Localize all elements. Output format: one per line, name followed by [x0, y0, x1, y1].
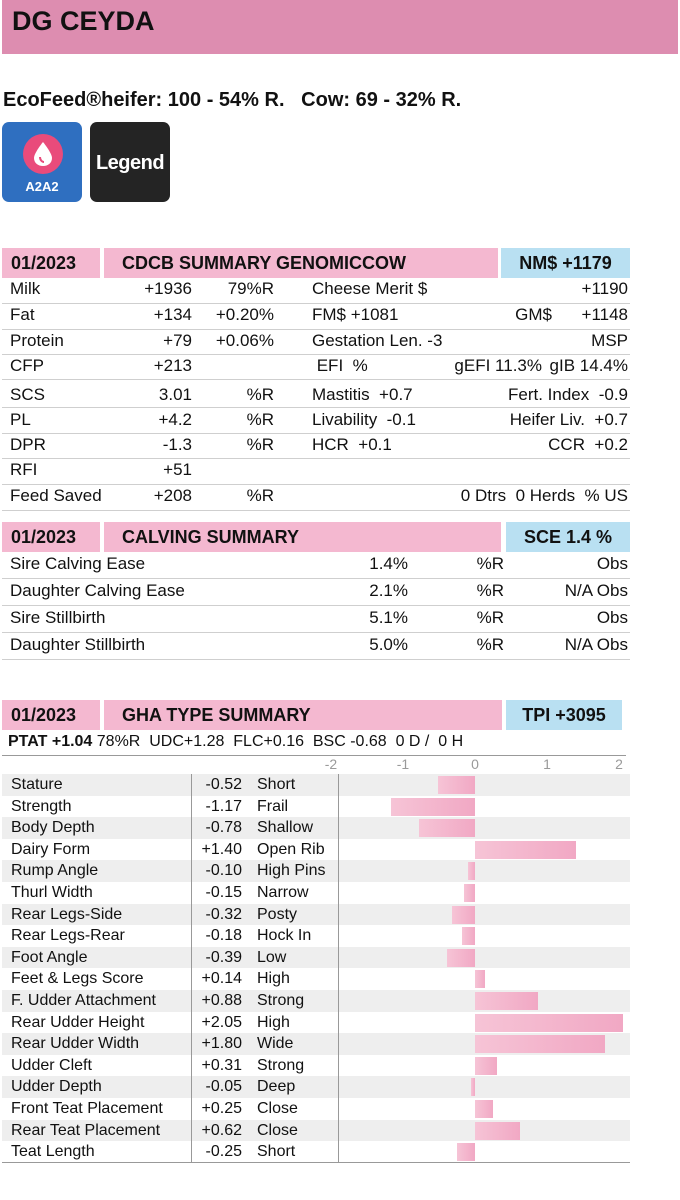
calving-obs: Obs	[596, 554, 628, 573]
type-title: GHA TYPE SUMMARY	[104, 700, 502, 730]
type-bottom-divider	[2, 1162, 630, 1163]
trait-bar	[462, 927, 475, 945]
trait-name: F. Udder Attachment	[11, 992, 156, 1009]
cdcb-extra-value: 0 Dtrs 0 Herds % US	[460, 486, 628, 505]
trait-name: Udder Cleft	[11, 1056, 92, 1074]
calving-rel: %R	[476, 554, 504, 573]
trait-name: Rear Legs-Rear	[11, 927, 125, 945]
trait-name: Body Depth	[11, 819, 95, 837]
calving-value: 1.4%	[369, 554, 408, 573]
a2a2-label: A2A2	[25, 179, 59, 194]
milk-drop-icon	[23, 134, 63, 174]
trait-description: High	[257, 970, 290, 988]
axis-tick-label: 2	[615, 756, 623, 772]
cdcb-extra-value: Heifer Liv. +0.7	[509, 410, 628, 429]
cdcb-extra-mid: gEFI 11.3%	[454, 356, 542, 375]
axis-tick-label: 0	[471, 756, 479, 772]
axis-tick-label: -1	[396, 756, 410, 772]
trait-description: Strong	[257, 992, 305, 1009]
cdcb-extra-label: Gestation Len. -3	[312, 331, 443, 350]
type-trait-row	[2, 1033, 630, 1055]
cdcb-date: 01/2023	[2, 248, 100, 278]
trait-value: -1.17	[205, 797, 242, 815]
trait-value: +0.62	[201, 1121, 242, 1139]
ptat-line	[8, 733, 463, 751]
cdcb-extra-value: MSP	[591, 331, 628, 350]
cdcb-rel: %R	[246, 385, 274, 404]
trait-description: Hock In	[257, 927, 312, 945]
trait-bar	[471, 1078, 475, 1096]
cdcb-row	[2, 408, 630, 434]
trait-description: Short	[257, 1143, 296, 1161]
cdcb-trait: Protein	[10, 331, 64, 350]
calving-rel: %R	[476, 581, 504, 600]
type-trait-row	[2, 947, 630, 969]
trait-value: +0.25	[201, 1100, 242, 1117]
calving-row	[2, 552, 630, 579]
trait-value: -0.05	[205, 1078, 242, 1096]
cdcb-row	[2, 278, 630, 304]
type-trait-row	[2, 925, 630, 947]
calving-obs: Obs	[596, 608, 628, 627]
cdcb-trait: PL	[10, 410, 31, 429]
tpi-score: TPI +3095	[506, 700, 622, 730]
trait-description: Open Rib	[257, 840, 325, 858]
cdcb-extra-value: +1190	[581, 279, 628, 298]
calving-rel: %R	[476, 635, 504, 654]
trait-description: Narrow	[257, 884, 309, 901]
trait-bar	[468, 862, 475, 880]
type-trait-row	[2, 1012, 630, 1034]
cdcb-rel: 79%R	[227, 279, 274, 298]
trait-description: Posty	[257, 905, 298, 923]
cdcb-row	[2, 355, 630, 380]
cdcb-value: +208	[153, 486, 192, 505]
cdcb-rel: %R	[246, 486, 274, 505]
page-header	[2, 0, 678, 54]
type-trait-row	[2, 904, 630, 926]
sce-score: SCE 1.4 %	[506, 522, 630, 552]
cdcb-extra-value: Fert. Index -0.9	[508, 385, 628, 404]
cdcb-value: 3.01	[158, 385, 192, 404]
trait-name: Rear Teat Placement	[11, 1121, 161, 1139]
trait-value: +0.14	[201, 970, 242, 988]
calving-trait: Sire Calving Ease	[10, 554, 146, 573]
cdcb-extra-value: gIB 14.4%	[549, 356, 628, 375]
type-trait-row	[2, 1055, 630, 1077]
trait-name: Rear Legs-Side	[11, 905, 123, 923]
trait-bar	[475, 1100, 493, 1118]
type-trait-row	[2, 1076, 630, 1098]
trait-value: +0.31	[201, 1056, 242, 1074]
trait-description: Strong	[257, 1056, 305, 1074]
cdcb-row	[2, 485, 630, 511]
cdcb-value: -1.3	[162, 435, 192, 454]
cdcb-trait: CFP	[10, 356, 44, 375]
ptat-label: PTAT +1.04	[8, 733, 93, 750]
legend-badge	[90, 122, 170, 202]
calving-trait: Sire Stillbirth	[10, 608, 106, 627]
cdcb-value: +213	[153, 356, 192, 375]
cdcb-row	[2, 459, 630, 485]
trait-value: -0.78	[205, 819, 242, 837]
calving-trait: Daughter Stillbirth	[10, 635, 146, 654]
trait-bar	[464, 884, 475, 902]
trait-name: Rear Udder Height	[11, 1013, 145, 1031]
trait-bar	[438, 776, 475, 794]
calving-row	[2, 606, 630, 633]
ecofeed-line: EcoFeed®heifer: 100 - 54% R. Cow: 69 - 32% R.	[3, 89, 462, 111]
type-trait-row	[2, 1098, 630, 1120]
trait-name: Rear Udder Width	[11, 1035, 140, 1053]
trait-description: Short	[257, 776, 296, 793]
cdcb-trait: DPR	[10, 435, 46, 454]
trait-name: Rump Angle	[11, 862, 99, 880]
trait-value: +0.88	[201, 992, 242, 1009]
trait-description: High Pins	[257, 862, 326, 880]
cdcb-trait: Milk	[10, 279, 41, 298]
calving-row	[2, 579, 630, 606]
calving-row	[2, 633, 630, 660]
calving-value: 2.1%	[369, 581, 408, 600]
trait-bar	[475, 841, 576, 859]
cdcb-rel: +0.06%	[215, 331, 274, 350]
cdcb-extra-label: HCR +0.1	[312, 435, 392, 454]
calving-date: 01/2023	[2, 522, 100, 552]
trait-bar	[475, 1035, 605, 1053]
trait-bar	[475, 970, 485, 988]
type-trait-row	[2, 1141, 630, 1163]
type-trait-row	[2, 968, 630, 990]
trait-value: -0.32	[205, 905, 242, 923]
nm-score: NM$ +1179	[501, 248, 630, 278]
trait-value: +1.80	[201, 1035, 242, 1053]
trait-value: -0.15	[205, 884, 242, 901]
cdcb-row	[2, 434, 630, 459]
trait-bar	[475, 1057, 497, 1075]
legend-label: Legend	[95, 152, 165, 174]
trait-value: -0.10	[205, 862, 242, 880]
trait-name: Strength	[11, 797, 72, 815]
cdcb-value: +4.2	[158, 410, 192, 429]
cdcb-value: +51	[163, 460, 192, 479]
animal-name: DG CEYDA	[12, 6, 155, 36]
trait-value: +1.40	[201, 840, 242, 858]
type-trait-row	[2, 882, 630, 904]
calving-obs: N/A Obs	[564, 581, 628, 600]
trait-value: -0.52	[205, 776, 242, 793]
trait-description: Low	[257, 948, 287, 966]
calving-trait: Daughter Calving Ease	[10, 581, 185, 600]
calving-value: 5.0%	[369, 635, 408, 654]
cdcb-row	[2, 330, 630, 355]
cdcb-extra-mid: GM$	[515, 305, 552, 324]
cdcb-extra-label: FM$ +1081	[312, 305, 399, 324]
trait-bar	[475, 1122, 520, 1140]
trait-bar	[447, 949, 475, 967]
type-trait-row	[2, 860, 630, 882]
cdcb-extra-label: Mastitis +0.7	[312, 385, 413, 404]
cdcb-title: CDCB SUMMARY GENOMICCOW	[104, 248, 498, 278]
type-trait-row	[2, 774, 630, 796]
trait-value: -0.18	[205, 927, 242, 945]
cdcb-extra-value: +1148	[581, 305, 628, 324]
trait-name: Foot Angle	[11, 948, 88, 966]
trait-name: Stature	[11, 776, 63, 793]
axis-tick-label: -2	[324, 756, 338, 772]
trait-bar	[457, 1143, 475, 1161]
trait-name: Dairy Form	[11, 840, 91, 858]
trait-description: Close	[257, 1121, 298, 1139]
calving-obs: N/A Obs	[564, 635, 628, 654]
trait-description: Wide	[257, 1035, 294, 1053]
a2a2-badge	[2, 122, 82, 202]
type-trait-row	[2, 817, 630, 839]
type-trait-row	[2, 1120, 630, 1142]
trait-description: Shallow	[257, 819, 314, 837]
trait-value: +2.05	[201, 1013, 242, 1031]
axis-tick-label: 1	[543, 756, 551, 772]
trait-description: High	[257, 1013, 290, 1031]
value-column-divider	[191, 774, 192, 1162]
trait-description: Close	[257, 1100, 298, 1117]
type-date: 01/2023	[2, 700, 100, 730]
ptat-details: 78%R UDC+1.28 FLC+0.16 BSC -0.68 0 D / 0 H	[92, 733, 464, 750]
trait-name: Feet & Legs Score	[11, 970, 144, 988]
cdcb-value: +134	[153, 305, 192, 324]
type-trait-row	[2, 839, 630, 861]
trait-description: Frail	[257, 797, 289, 815]
cdcb-trait: Feed Saved	[10, 486, 102, 505]
cdcb-trait: SCS	[10, 385, 45, 404]
trait-name: Teat Length	[11, 1143, 95, 1161]
chart-column-divider	[338, 774, 339, 1162]
cdcb-extra-label: EFI %	[312, 356, 368, 375]
calving-title: CALVING SUMMARY	[104, 522, 501, 552]
cdcb-value: +79	[163, 331, 192, 350]
cdcb-extra-label: Livability -0.1	[312, 410, 416, 429]
calving-value: 5.1%	[369, 608, 408, 627]
trait-bar	[419, 819, 475, 837]
cdcb-extra-value: CCR +0.2	[548, 435, 628, 454]
cdcb-rel: +0.20%	[215, 305, 274, 324]
trait-bar	[475, 1014, 623, 1032]
cdcb-trait: Fat	[10, 305, 35, 324]
type-trait-row	[2, 796, 630, 818]
calving-rel: %R	[476, 608, 504, 627]
trait-name: Front Teat Placement	[11, 1100, 163, 1117]
trait-value: -0.39	[205, 948, 242, 966]
cdcb-extra-label: Cheese Merit $	[312, 279, 428, 298]
trait-description: Deep	[257, 1078, 296, 1096]
cdcb-trait: RFI	[10, 460, 38, 479]
trait-name: Thurl Width	[11, 884, 93, 901]
trait-name: Udder Depth	[11, 1078, 102, 1096]
trait-bar	[452, 906, 475, 924]
cdcb-row	[2, 304, 630, 330]
type-trait-row	[2, 990, 630, 1012]
cdcb-row	[2, 380, 630, 408]
cdcb-rel: %R	[246, 435, 274, 454]
cdcb-rel: %R	[246, 410, 274, 429]
trait-bar	[475, 992, 538, 1010]
trait-value: -0.25	[205, 1143, 242, 1161]
trait-bar	[391, 798, 475, 816]
cdcb-value: +1936	[144, 279, 192, 298]
